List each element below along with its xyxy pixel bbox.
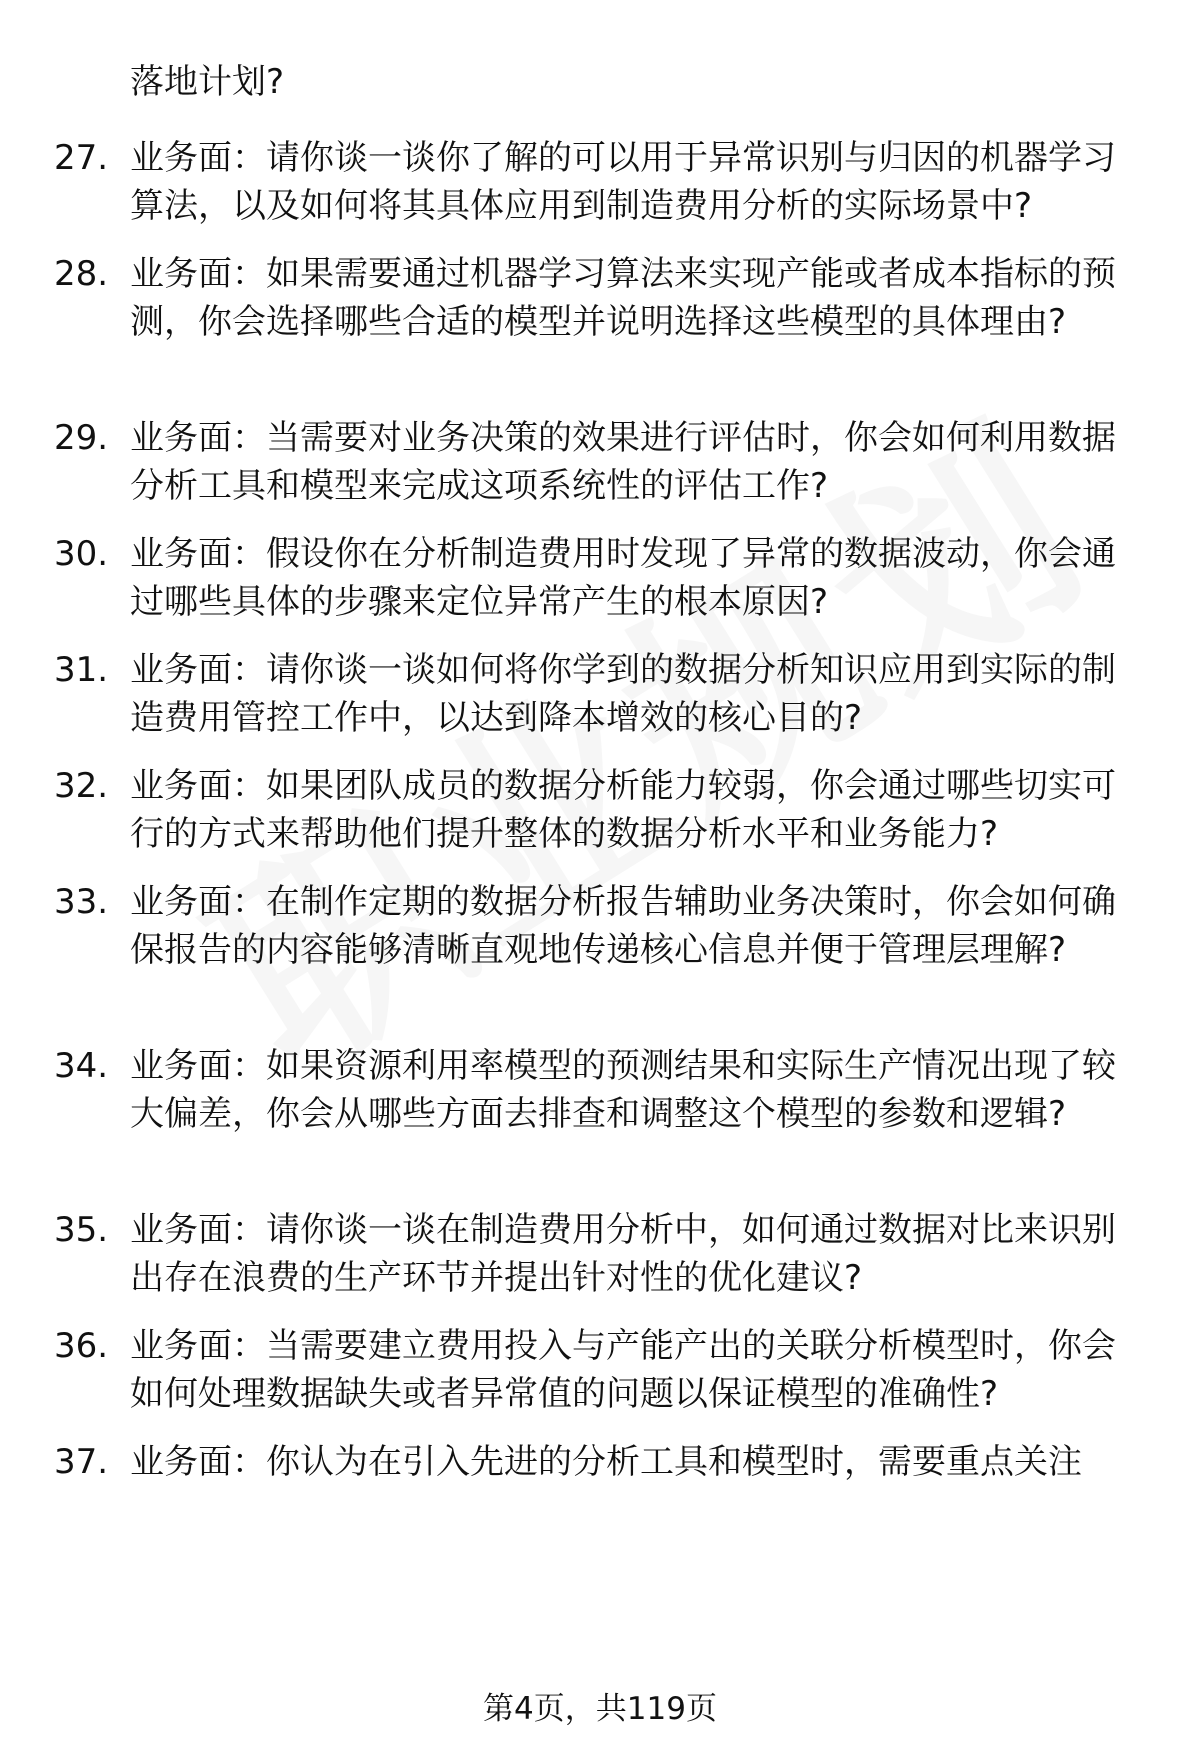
question-number: 30. xyxy=(54,534,109,574)
question-text: 业务面：请你谈一谈如何将你学到的数据分析知识应用到实际的制造费用管控工作中，以达到降本增效的核心目的? xyxy=(130,650,1116,738)
page-footer: 第4页，共119页 xyxy=(483,1691,717,1727)
question-number: 31. xyxy=(54,650,109,690)
question-number: 29. xyxy=(54,418,109,458)
question-number: 35. xyxy=(54,1210,109,1250)
question-text: 业务面：当需要对业务决策的效果进行评估时，你会如何利用数据分析工具和模型来完成这项系统性的评估工作? xyxy=(130,418,1116,506)
question-number: 37. xyxy=(54,1442,109,1482)
question-text: 业务面：假设你在分析制造费用时发现了异常的数据波动，你会通过哪些具体的步骤来定位异常产生的根本原因? xyxy=(130,534,1116,622)
question-text: 业务面：如果资源利用率模型的预测结果和实际生产情况出现了较大偏差，你会从哪些方面去排查和调整这个模型的参数和逻辑? xyxy=(130,1046,1116,1134)
question-text: 业务面：请你谈一谈你了解的可以用于异常识别与归因的机器学习算法，以及如何将其具体应用到制造费用分析的实际场景中? xyxy=(130,138,1116,226)
question-text: 业务面：如果需要通过机器学习算法来实现产能或者成本指标的预测，你会选择哪些合适的模型并说明选择这些模型的具体理由? xyxy=(130,254,1116,342)
question-number: 36. xyxy=(54,1326,109,1366)
question-number: 28. xyxy=(54,254,109,294)
question-text: 业务面：你认为在引入先进的分析工具和模型时，需要重点关注 xyxy=(130,1442,1082,1482)
question-text: 业务面：当需要建立费用投入与产能产出的关联分析模型时，你会如何处理数据缺失或者异常值的问题以保证模型的准确性? xyxy=(130,1326,1116,1414)
question-text: 业务面：请你谈一谈在制造费用分析中，如何通过数据对比来识别出存在浪费的生产环节并提出针对性的优化建议? xyxy=(130,1210,1116,1298)
question-number: 27. xyxy=(54,138,109,178)
question-text: 业务面：如果团队成员的数据分析能力较弱，你会通过哪些切实可行的方式来帮助他们提升整体的数据分析水平和业务能力? xyxy=(130,766,1116,854)
question-number: 33. xyxy=(54,882,109,922)
question-text: 业务面：在制作定期的数据分析报告辅助业务决策时，你会如何确保报告的内容能够清晰直观地传递核心信息并便于管理层理解? xyxy=(130,882,1116,970)
continuation-text: 落地计划? xyxy=(130,62,285,102)
question-number: 32. xyxy=(54,766,109,806)
question-number: 34. xyxy=(54,1046,109,1086)
